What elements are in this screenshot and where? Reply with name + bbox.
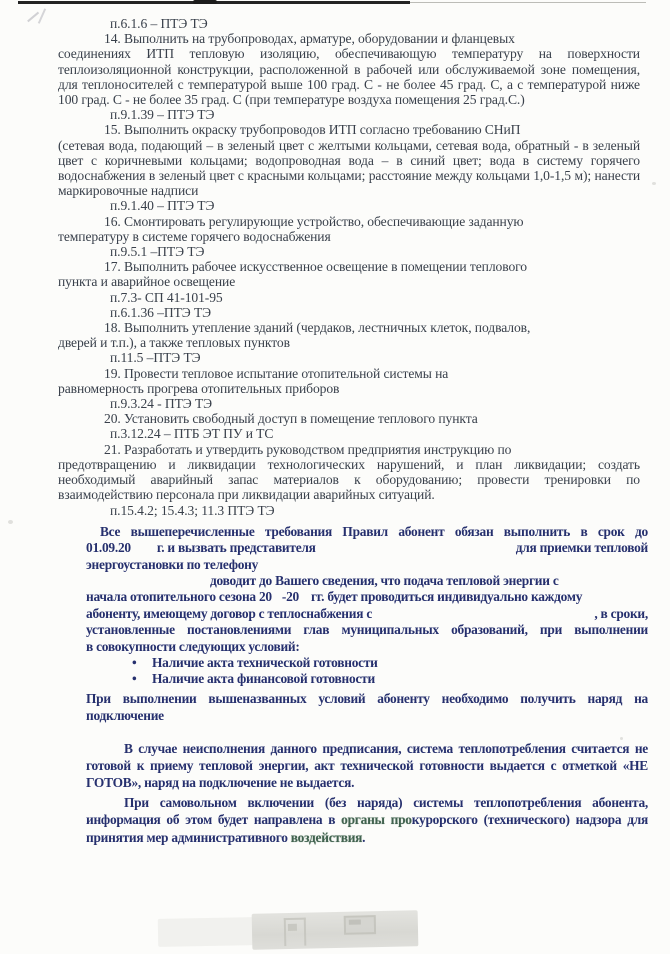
document-line: 17. Выполнить рабочее искусственное освещение в помещении теплового	[104, 259, 527, 275]
terms-text: , в сроки,	[594, 605, 648, 621]
document-line: п.3.12.24 – ПТБ ЭТ ПУ и ТС	[110, 426, 274, 442]
document-line: п.7.3- СП 41-101-95	[110, 289, 223, 305]
unauthorized-text: При самовольном включении (без наряда) системы теплопотребления абонента, информация об этом будет направлена в	[86, 794, 648, 828]
document-line: 16. Смонтировать регулирующие устройство, обеспечивающие заданную	[104, 213, 524, 229]
supply-sentence-line2	[86, 589, 648, 605]
unauthorized-text: курорского (технического) надзора для принятия мер административного	[86, 812, 648, 845]
document-line: 21. Разработать и утвердить руководством предприятия инструкцию по	[104, 441, 512, 457]
supply-sentence-line5: в совокупности следующих условий:	[86, 638, 300, 654]
scan-speckle	[620, 737, 623, 740]
bullet-label: Наличие акта технической готовности	[152, 654, 378, 670]
document-line: температуру в системе горячего водоснабжения	[58, 228, 331, 244]
deadline-date: 01.09.20	[86, 540, 131, 556]
scan-speckle	[652, 182, 656, 185]
stamp-ghost-icon	[284, 918, 307, 946]
document-line: соединениях ИТП тепловую изоляцию, обеспечивающую температуру на поверхности теплоизоляционной конструкции, расположенной в рабочей или обслуживаемой зоне помещения, для теплоносителей с температурой выше 100 град. С - не более 45 град. С, а с температурой ниже 100 град. С - не более 35 град. С (при температуре воздуха помещения 25 град.С.)	[58, 46, 640, 108]
order-paragraph: При выполнении вышеназванных условий абоненту необходимо получить наряд на подключение	[86, 690, 648, 724]
document-line: п.11.5 –ПТЭ ТЭ	[110, 350, 201, 366]
warning-paragraph: В случае неисполнения данного предписания, система теплопотребления считается не готовой к приему тепловой энергии, акт технической готовности выдается с отметкой «НЕ ГОТОВ», наряд на подключение не выдается.	[86, 740, 648, 791]
season-tail-text: гг. будет проводиться индивидуально каждому	[310, 589, 583, 605]
unauthorized-paragraph	[86, 794, 648, 846]
bullet-label: Наличие акта финансовой готовности	[152, 671, 375, 687]
bullet-item	[86, 671, 648, 687]
next-page-edge	[252, 910, 419, 949]
document-line: п.9.1.39 – ПТЭ ТЭ	[110, 107, 215, 123]
stamp-ghost-icon	[344, 915, 376, 935]
bullet-item	[86, 655, 648, 671]
document-line: 20. Установить свободный доступ в помещение теплового пункта	[104, 411, 478, 427]
document-line: п.9.1.40 – ПТЭ ТЭ	[110, 198, 215, 214]
document-line: 15. Выполнить окраску трубопроводов ИТП согласно требованию СНиП	[104, 122, 521, 138]
season-start-text: начала отопительного сезона 20	[86, 589, 272, 605]
deadline-sentence-line1: Все вышеперечисленные требования Правил абонент обязан выполнить в срок до	[100, 523, 648, 539]
document-line: п.15.4.2; 15.4.3; 11.3 ПТЭ ТЭ	[110, 502, 275, 518]
supply-sentence-line3	[86, 606, 648, 622]
document-line: 18. Выполнить утепление зданий (чердаков, лестничных клеток, подвалов,	[104, 320, 531, 336]
document-line: равномерность прогрева отопительных приборов	[58, 380, 340, 396]
document-line: (сетевая вода, подающий – в зеленый цвет с желтыми кольцами, сетевая вода, обратный - в зеленый цвет с коричневыми кольцами; водопроводная вода – в синий цвет; вода в систему горячего водоснабжения в зеленый цвет с красными кольцами; расстояние между кольцами 1,0-1,5 м); нанести маркировочные надписи	[58, 137, 640, 199]
stamp-bleed-text: воздействия	[290, 829, 363, 845]
document-line: дверей и т.п.), а также тепловых пунктов	[58, 335, 290, 351]
document-line: п.6.1.36 –ПТЭ ТЭ	[110, 304, 212, 320]
document-line: п.6.1.6 – ПТЭ ТЭ	[110, 16, 208, 31]
scan-edge-line-faint	[410, 2, 646, 3]
document-line: 19. Провести тепловое испытание отопительной системы на	[104, 365, 449, 381]
document-line: п.9.5.1 –ПТЭ ТЭ	[110, 244, 205, 260]
supply-sentence-line4: установленные постановлениями глав муниципальных образований, при выполнении	[86, 622, 648, 638]
deadline-acceptance-text: для приемки тепловой	[515, 540, 648, 556]
deadline-sentence-line2	[86, 540, 648, 556]
scan-speckle	[8, 520, 13, 524]
deadline-sentence-line3: энергоустановки по телефону	[86, 556, 259, 572]
document-line: предотвращению и ликвидации технологических нарушений, и план ликвидации; создать необходимый аварийный запас материалов к оборудованию; провести тренировки по взаимодействию персонала при ликвидации аварийных ситуаций.	[58, 456, 640, 503]
deadline-call-text: г. и вызвать представителя	[156, 540, 316, 556]
unauthorized-text: .	[362, 829, 366, 845]
document-line: 14. Выполнить на трубопроводах, арматуре, оборудовании и фланцевых	[104, 31, 515, 47]
scan-edge-line-blob	[193, 0, 217, 4]
notice-section	[0, 518, 670, 846]
document-line: п.9.3.24 - ПТЭ ТЭ	[110, 396, 213, 412]
next-page-edge-faint	[158, 917, 256, 947]
bullet-icon: •	[132, 671, 137, 687]
supply-sentence-line1: доводит до Вашего сведения, что подача тепловой энергии с	[210, 572, 559, 588]
document-line: пункта и аварийное освещение	[58, 274, 236, 290]
contract-text: абоненту, имеющему договор с теплоснабжения с	[86, 605, 373, 621]
bullet-icon: •	[132, 654, 137, 670]
stamp-bleed-text: органы про	[341, 812, 412, 828]
season-end-text: -20	[281, 589, 299, 605]
